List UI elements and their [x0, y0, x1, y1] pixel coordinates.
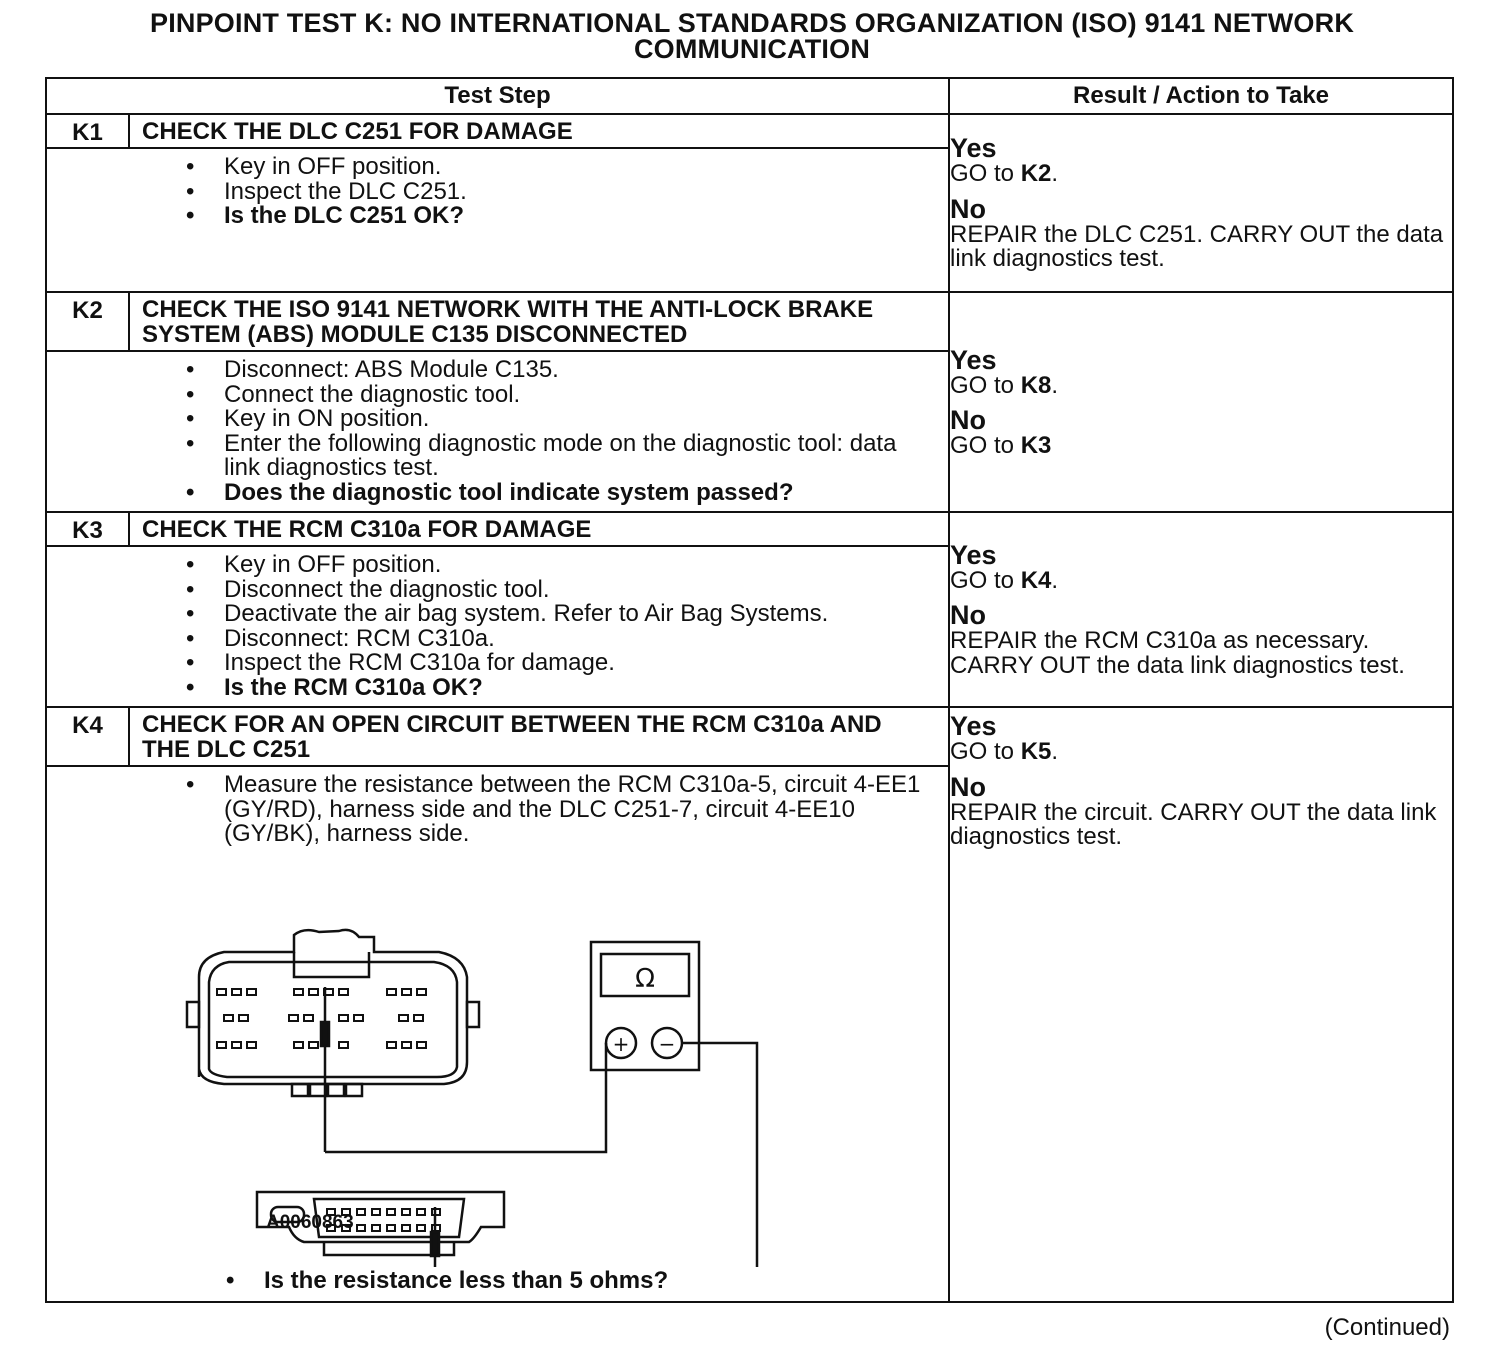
minus-symbol: −	[658, 1031, 676, 1056]
list-item: • Enter the following diagnostic mode on the diagnostic tool: data link diagnostics test.	[224, 432, 938, 481]
step-k3-heading-row	[46, 512, 1453, 546]
diagram-svg	[129, 847, 949, 1267]
step-result	[949, 292, 1453, 512]
positive-lead	[325, 1043, 606, 1152]
pinpoint-test-table	[45, 77, 1454, 1303]
continued-note: (Continued)	[1324, 1314, 1450, 1341]
step-heading: CHECK FOR AN OPEN CIRCUIT BETWEEN THE RCM C310a AND THE DLC C251	[129, 707, 949, 766]
page-title	[0, 10, 1504, 62]
step-question: • Is the RCM C310a OK?	[224, 676, 938, 701]
list-item: • Measure the resistance between the RCM C310a-5, circuit 4-EE1 (GY/RD), harness side and the DLC C251-7, circuit 4-EE10 (GY/BK), harness side.	[224, 773, 938, 847]
list-item: • Disconnect: ABS Module C135.	[224, 358, 938, 383]
yes-target: K5	[1020, 738, 1052, 765]
no-action: REPAIR the RCM C310a as necessary. CARRY OUT the data link diagnostics test.	[950, 627, 1405, 679]
yes-action: GO to K8.	[950, 371, 1059, 399]
list-item: • Deactivate the air bag system. Refer to Air Bag Systems.	[224, 602, 938, 627]
yes-label: Yes	[950, 539, 997, 570]
header-result: Result / Action to Take	[949, 78, 1453, 114]
step-result	[949, 512, 1453, 707]
no-target: K3	[1020, 432, 1052, 459]
step-k1-heading-row	[46, 114, 1453, 148]
no-action: REPAIR the DLC C251. CARRY OUT the data link diagnostics test.	[950, 220, 1444, 273]
plus-symbol: +	[612, 1031, 630, 1056]
yes-action: GO to K4.	[950, 566, 1059, 594]
no-action: REPAIR the circuit. CARRY OUT the data link diagnostics test.	[950, 798, 1437, 850]
step-question: • Does the diagnostic tool indicate system passed?	[224, 481, 938, 506]
table-header-row	[46, 78, 1453, 114]
list-item: • Connect the diagnostic tool.	[224, 383, 938, 408]
wiring-diagram	[129, 847, 948, 1267]
ohm-symbol: Ω	[635, 963, 655, 994]
step-heading: CHECK THE DLC C251 FOR DAMAGE	[129, 114, 949, 148]
list-item: • Key in OFF position.	[224, 553, 938, 578]
step-k4-heading-row	[46, 707, 1453, 766]
step-result	[949, 707, 1453, 1302]
list-item: • Disconnect the diagnostic tool.	[224, 578, 938, 603]
no-label: No	[950, 405, 986, 435]
yes-label: Yes	[950, 344, 997, 375]
step-body	[129, 148, 949, 292]
yes-label: Yes	[950, 711, 997, 741]
step-id: K3	[46, 512, 129, 546]
step-body	[129, 351, 949, 512]
rcm-probe	[321, 987, 329, 1152]
step-heading: CHECK THE RCM C310a FOR DAMAGE	[129, 512, 949, 546]
step-heading: CHECK THE ISO 9141 NETWORK WITH THE ANTI-LOCK BRAKE SYSTEM (ABS) MODULE C135 DISCONNECTED	[129, 292, 949, 351]
step-id: K4	[46, 707, 129, 766]
no-label: No	[950, 771, 986, 802]
step-result	[949, 114, 1453, 292]
list-item: • Key in ON position.	[224, 407, 938, 432]
yes-label: Yes	[950, 133, 997, 164]
step-question: • Is the resistance less than 5 ohms?	[129, 1267, 948, 1301]
rcm-connector	[187, 929, 479, 1095]
no-label: No	[950, 600, 986, 631]
step-k2-heading-row	[46, 292, 1453, 351]
step-id: K2	[46, 292, 129, 351]
list-item: • Disconnect: RCM C310a.	[224, 627, 938, 652]
list-item: • Key in OFF position.	[224, 155, 938, 180]
step-question: • Is the DLC C251 OK?	[224, 204, 938, 229]
header-test-step: Test Step	[46, 78, 949, 114]
title-line-1: PINPOINT TEST K: NO INTERNATIONAL STANDARDS ORGANIZATION (ISO) 9141 NETWORK	[149, 8, 1355, 38]
title-line-2: COMMUNICATION	[633, 34, 871, 64]
no-label: No	[950, 193, 986, 224]
no-action: GO to K3	[950, 432, 1052, 459]
yes-target: K8	[1020, 371, 1052, 399]
yes-target: K4	[1020, 566, 1052, 594]
yes-action: GO to K2.	[950, 160, 1059, 188]
figure-id: A0060863	[266, 1211, 354, 1233]
yes-action: GO to K5.	[950, 738, 1059, 765]
list-item: • Inspect the RCM C310a for damage.	[224, 651, 938, 676]
negative-lead-upper	[682, 1043, 757, 1267]
step-body	[129, 546, 949, 707]
step-body	[129, 766, 949, 1302]
list-item: • Inspect the DLC C251.	[224, 180, 938, 205]
step-id: K1	[46, 114, 129, 148]
yes-target: K2	[1020, 160, 1052, 188]
